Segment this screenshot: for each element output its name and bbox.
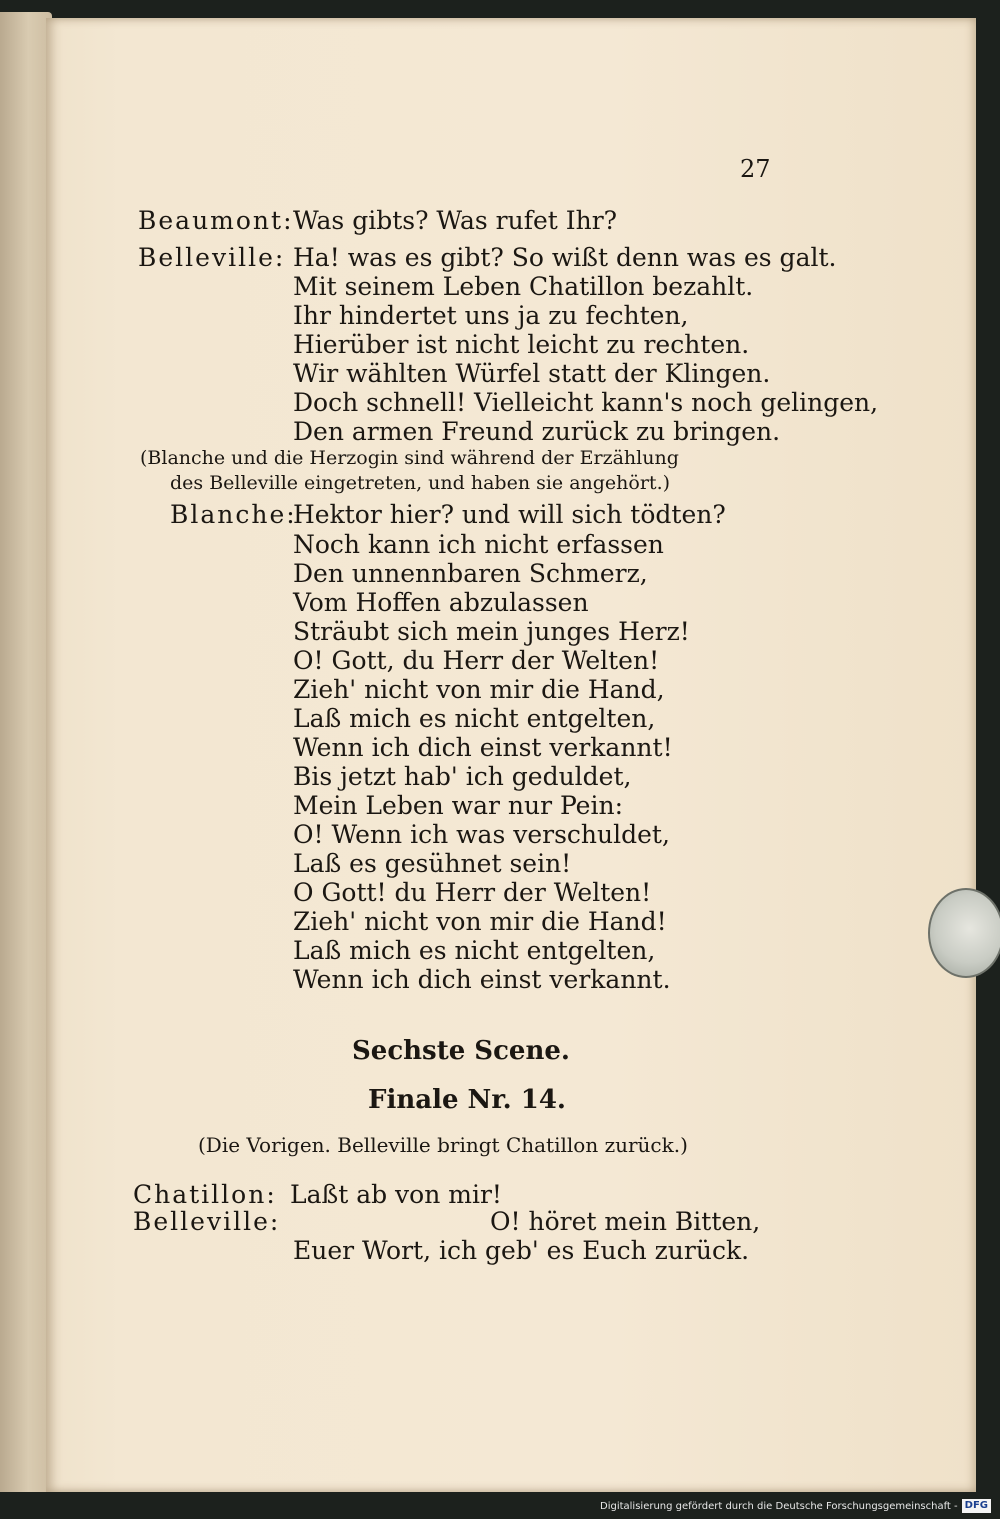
speaker-belleville: Belleville:	[138, 243, 286, 272]
dialogue-line: Hierüber ist nicht leicht zu rechten.	[293, 330, 750, 359]
verse-line: Laß mich es nicht entgelten,	[293, 936, 656, 965]
verse-line: O! Gott, du Herr der Welten!	[293, 646, 660, 675]
stage-direction: (Blanche und die Herzogin sind während der Erzählung	[140, 447, 679, 469]
speaker-chatillon: Chatillon:	[133, 1180, 277, 1209]
dialogue-line: Euer Wort, ich geb' es Euch zurück.	[293, 1236, 750, 1265]
speaker-beaumont: Beaumont:	[138, 206, 294, 235]
previous-page-edge	[0, 12, 52, 1492]
verse-line: Zieh' nicht von mir die Hand!	[293, 907, 667, 936]
verse-line: Vom Hoffen abzulassen	[293, 588, 589, 617]
page-number: 27	[740, 155, 771, 183]
verse-line: Laß mich es nicht entgelten,	[293, 704, 656, 733]
verse-line: Bis jetzt hab' ich geduldet,	[293, 762, 632, 791]
footer-text: Digitalisierung gefördert durch die Deutsche Forschungsgemeinschaft -	[600, 1500, 958, 1512]
verse-line: Hektor hier? und will sich tödten?	[293, 500, 726, 529]
verse-line: O! Wenn ich was verschuldet,	[293, 820, 670, 849]
verse-line: Laß es gesühnet sein!	[293, 849, 572, 878]
dialogue-line: Ha! was es gibt? So wißt denn was es galt.	[293, 243, 837, 272]
dialogue-line: Was gibts? Was rufet Ihr?	[293, 206, 618, 235]
dialogue-line: Den armen Freund zurück zu bringen.	[293, 417, 781, 446]
dialogue-line: O! höret mein Bitten,	[490, 1207, 761, 1236]
verse-line: Noch kann ich nicht erfassen	[293, 530, 664, 559]
verse-line: Den unnennbaren Schmerz,	[293, 559, 648, 588]
verse-line: Wenn ich dich einst verkannt.	[293, 965, 671, 994]
speaker-blanche: Blanche:	[170, 500, 297, 529]
dfg-logo: DFG	[962, 1499, 991, 1513]
stage-direction: des Belleville eingetreten, und haben sie angehört.)	[170, 472, 671, 494]
verse-line: Sträubt sich mein junges Herz!	[293, 617, 690, 646]
dialogue-line: Wir wählten Würfel statt der Klingen.	[293, 359, 771, 388]
dialogue-line: Ihr hindertet uns ja zu fechten,	[293, 301, 689, 330]
verse-line: O Gott! du Herr der Welten!	[293, 878, 652, 907]
verse-line: Mein Leben war nur Pein:	[293, 791, 623, 820]
dialogue-line: Mit seinem Leben Chatillon bezahlt.	[293, 272, 754, 301]
page-clip	[928, 888, 1000, 978]
stage-direction: (Die Vorigen. Belleville bringt Chatillon zurück.)	[198, 1133, 688, 1157]
dialogue-line: Laßt ab von mir!	[290, 1180, 502, 1209]
scene-title: Sechste Scene.	[352, 1036, 570, 1066]
verse-line: Wenn ich dich einst verkannt!	[293, 733, 673, 762]
verse-line: Zieh' nicht von mir die Hand,	[293, 675, 665, 704]
finale-title: Finale Nr. 14.	[368, 1085, 566, 1115]
digitization-footer	[600, 1496, 991, 1516]
dialogue-line: Doch schnell! Vielleicht kann's noch gelingen,	[293, 388, 879, 417]
speaker-belleville: Belleville:	[133, 1207, 281, 1236]
